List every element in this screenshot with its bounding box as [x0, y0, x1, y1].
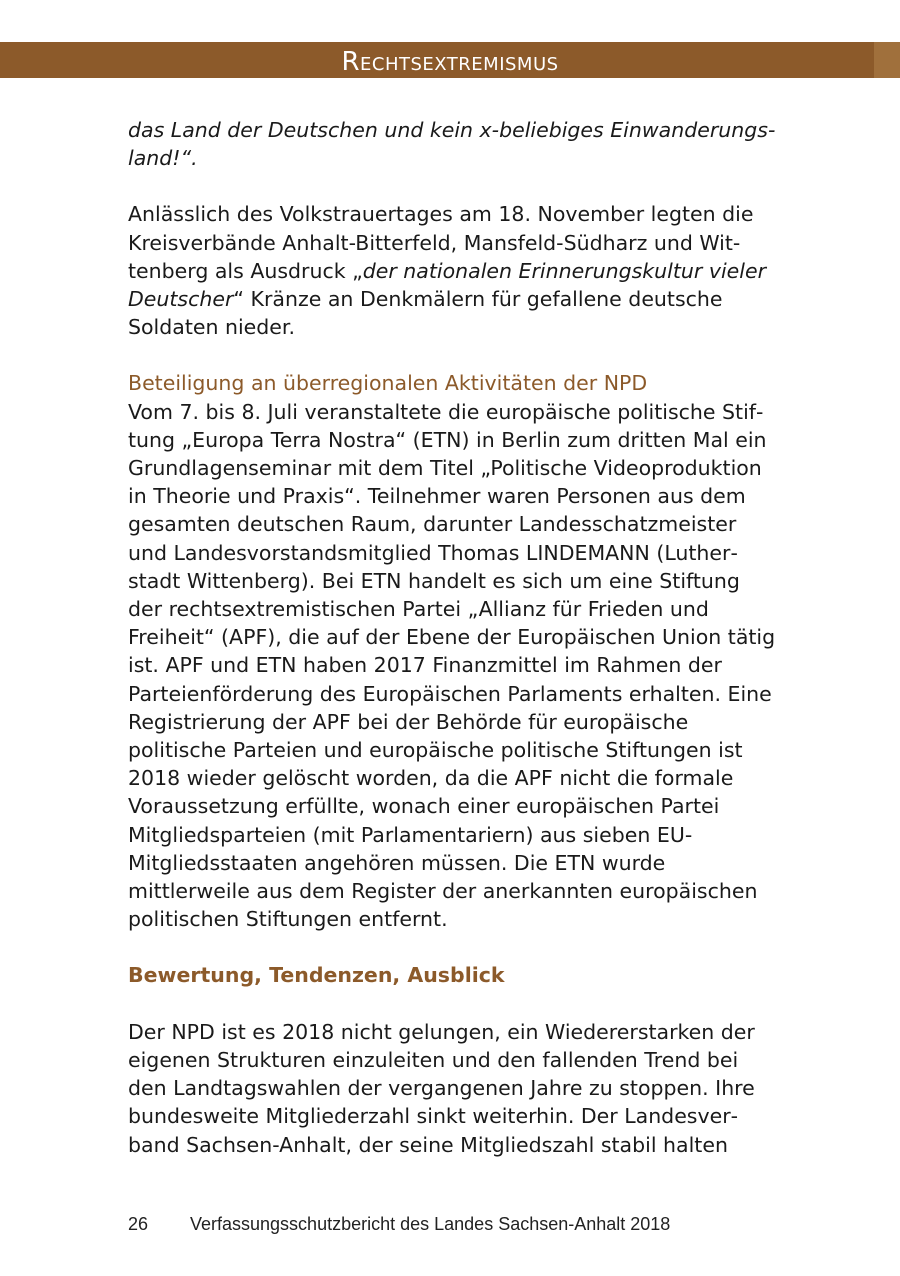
section-heading-assessment: Bewertung, Tendenzen, Ausblick — [128, 963, 505, 988]
paragraph-quote-end: das Land der Deutschen und kein x-beliebiges Einwanderungsland!“. — [128, 118, 776, 171]
paragraph-volkstrauertag: Anlässlich des Volkstrauertages am 18. November legten die Kreisverbände Anhalt-Bitterfeld, Mansfeld-Südharz und Wittenberg als Ausdruck „der nationalen Erinnerungskultur vieler Deutscher“ Kränze an Denkmälern für gefallene deutsche Soldaten nieder. — [128, 202, 766, 340]
publication-title: Verfassungsschutzbericht des Landes Sachsen-Anhalt 2018 — [190, 1214, 671, 1234]
paragraph-assessment: Der NPD ist es 2018 nicht gelungen, ein Wiedererstarken der eigenen Strukturen einzuleiten und den fallenden Trend bei den Landtagswahlen der vergangenen Jahre zu stoppen. Ihre bundesweite Mitgliederzahl sinkt weiterhin. Der Landesverband Sachsen-Anhalt, der seine Mitgliedszahl stabil halten — [128, 1019, 755, 1157]
main-text — [128, 116, 778, 1159]
paragraph-etn: Vom 7. bis 8. Juli veranstaltete die europäische politische Stiftung „Europa Terra Nostra“ (ETN) in Berlin zum dritten Mal ein Grundlagenseminar mit dem Titel „Politische Videoproduktion in Theorie und Praxis“. Teilnehmer waren Personen aus dem gesamten deutschen Raum, darunter Landesschatzmeister und Landesvorstandsmitglied Thomas LINDEMANN (Lutherstadt Wittenberg). Bei ETN handelt es sich um eine Stiftung der rechtsextremistischen Partei „Allianz für Frieden und Freiheit“ (APF), die auf der Ebene der Europäischen Union tätig ist. APF und ETN haben 2017 Finanzmittel im Rahmen der Parteienförderung des Europäischen Parlaments erhalten. Eine Registrierung der APF bei der Behörde für europäische politische Parteien und europäische politische Stiftungen ist 2018 wieder gelöscht worden, da die APF nicht die formale Voraussetzung erfüllte, wonach einer europäischen Partei Mitgliedsparteien (mit Parlamentariern) aus sieben EU-Mitgliedsstaaten angehören müssen. Die ETN wurde mittlerweile aus dem Register der anerkannten europäischen politischen Stiftungen entfernt. — [128, 399, 776, 932]
page-footer — [128, 1214, 788, 1235]
chapter-title: Rechtsextremismus — [341, 47, 559, 77]
subheading-npd-activities: Beteiligung an überregionalen Aktivitäten der NPD — [128, 371, 648, 396]
page-number: 26 — [128, 1214, 149, 1234]
